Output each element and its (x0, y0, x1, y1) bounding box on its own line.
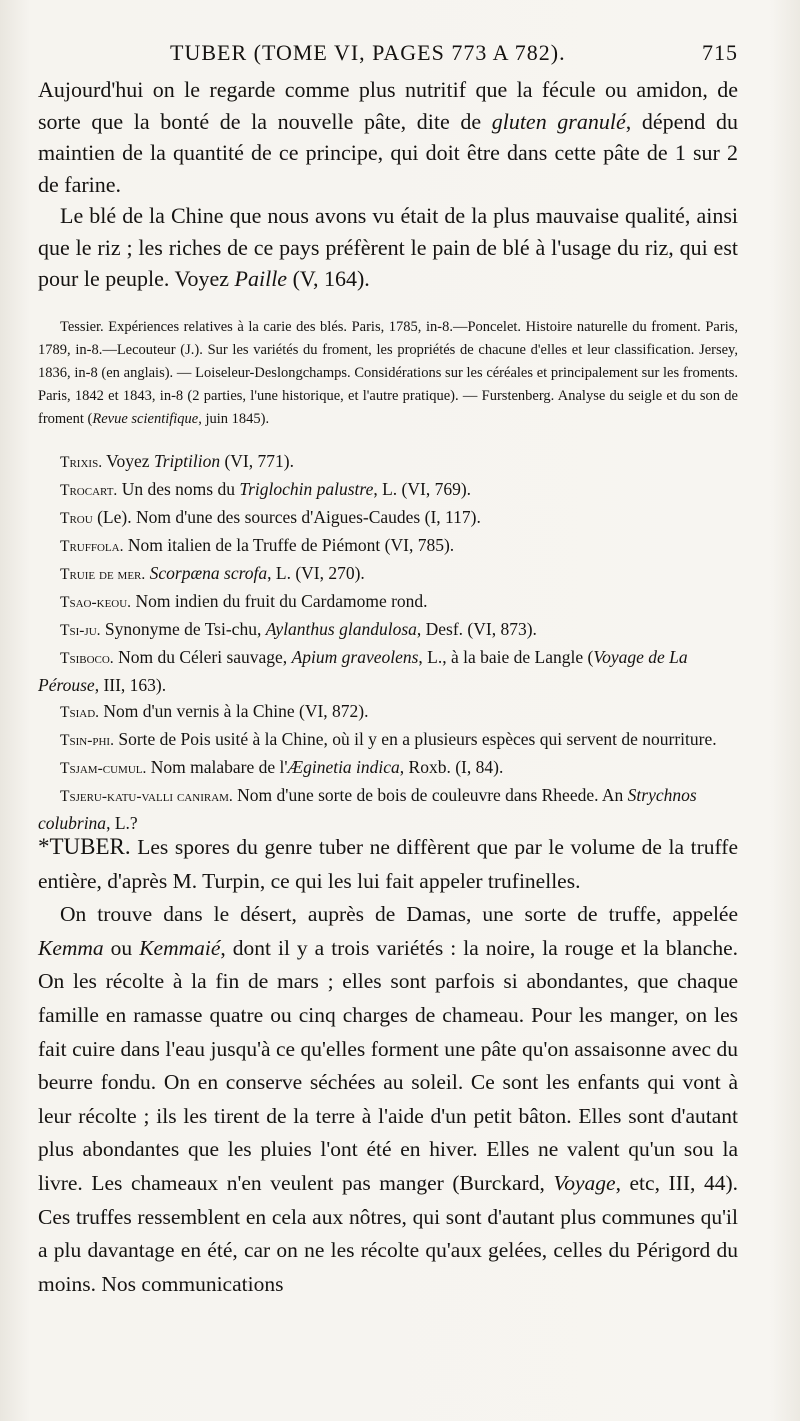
text-run: Le blé de la Chine que nous avons vu était de la plus mauvaise qualité, ainsi que le riz ; les riches de ce pays préfèrent le pain de blé à l'usage du riz, qui est pour le peuple. Voyez (38, 203, 738, 291)
entry-head: Tsjeru-katu-valli caniram. (60, 788, 233, 805)
entry-tsiad (60, 698, 738, 726)
text-run: Tessier. Expériences relatives à la carie des blés. Paris, 1785, in-8.—Poncelet. Histoire naturelle du froment. Paris, 1789, in-8.—Lecouteur (J.). Sur les variétés du froment, les propriétés de chacune d'elles et leur classification. Jersey, 1836, in-8 (en anglais). — Loiseleur-Deslongchamps. Considérations sur les céréales et principalement sur les froments. Paris, 1842 et 1843, in-8 (2 parties, l'une historique, et l'autre pratique). — Furstenberg. Analyse du seigle et du son de froment ( (38, 319, 738, 427)
italic-term: Revue scientifique (92, 411, 199, 427)
entry-head: Tsiad. (60, 704, 100, 721)
text-run: , Desf. (VI, 873). (416, 619, 537, 639)
tuber-article (38, 830, 738, 1301)
text-run: Nom malabare de l' (146, 757, 288, 777)
italic-term: Strychnos colubrina (38, 785, 697, 833)
text-run: , L. (VI, 769). (373, 479, 472, 499)
page-number: 715 (702, 40, 738, 65)
entry-truie-de-mer (60, 560, 738, 588)
text-run: On trouve dans le désert, auprès de Damas, une sorte de truffe, appelée (60, 902, 738, 927)
glossary-entries (38, 448, 738, 836)
text-run: Un des noms du (117, 479, 240, 499)
italic-term: Voyage (553, 1170, 616, 1195)
italic-term: Æginetia indica (287, 757, 400, 777)
text-run: (VI, 771). (220, 451, 294, 471)
italic-term: Kemma (38, 935, 104, 960)
italic-term: Voyage de La Pérouse (38, 647, 688, 695)
entry-trou (60, 504, 738, 532)
text-run: Nom d'une sorte de bois de couleuvre dans Rheede. An (232, 785, 628, 805)
text-run: (Le). Nom d'une des sources d'Aigues-Caudes (I, 117). (92, 507, 481, 527)
text-run: , ce qui les lui fait appeler trufinelles. (259, 868, 581, 893)
text-run: (V, 164). (287, 266, 370, 291)
italic-term: gluten granulé (491, 108, 626, 134)
top-paragraphs (38, 74, 738, 295)
tuber-paragraph-1 (38, 830, 738, 898)
text-run: , dépend du maintien de la quantité de ce principe, qui doit être dans cette pâte de 1 sur 2 de farine. (38, 108, 739, 197)
italic-term: Kemmaié (139, 935, 221, 960)
author-name: M. Turpin (172, 868, 260, 893)
entry-head: Truffola. (60, 538, 124, 555)
text-run: Synonyme de Tsi-chu, (100, 619, 266, 639)
entry-tsjeru-katu-valli (38, 782, 738, 836)
tuber-paragraph-2 (38, 898, 738, 1301)
text-run: ou (103, 935, 140, 960)
entry-trocart (60, 476, 738, 504)
italic-term: Scorpæna scrofa (149, 563, 268, 583)
entry-tsin-phi (38, 726, 738, 754)
paragraph-gluten (38, 74, 738, 200)
text-run: , L. (VI, 270). (267, 563, 365, 583)
text-run: Sorte de Pois usité à la Chine, où il y en a plusieurs espèces qui servent de nourriture. (113, 729, 717, 749)
entry-head: Tsin-phi. (60, 732, 114, 749)
italic-term: Triglochin palustre (239, 479, 374, 499)
text-run: , L., à la baie de Langle ( (418, 647, 594, 667)
running-title: TUBER (TOME VI, PAGES 773 A 782). (170, 40, 566, 65)
entry-tsi-ju (60, 616, 738, 644)
text-run: Nom du Céleri sauvage, (113, 647, 292, 667)
text-run: Les spores du genre tuber ne diffèrent que par le volume de la truffe entière, d'après (38, 835, 738, 893)
entry-tsiboco (38, 644, 738, 698)
text-run: Nom indien du fruit du Cardamome rond. (131, 591, 428, 611)
text-run: , III, 163). (94, 675, 167, 695)
italic-term: Aylanthus glandulosa (265, 619, 417, 639)
entry-truffola (60, 532, 738, 560)
text-run: Nom d'un vernis à la Chine (VI, 872). (99, 701, 369, 721)
text-run: , etc, III, 44). Ces truffes ressemblent en cela aux nôtres, qui sont d'autant plus communes qu'il a plu davantage en été, car on ne les récolte qu'aux gelées, celles du Périgord du moins. Nos communications (38, 1170, 738, 1296)
entry-head: Tsao-keou. (60, 594, 132, 611)
text-run: , dont il y a trois variétés : la noire, la rouge et la blanche. On les récolte à la fin de mars ; elles sont parfois si abondantes, que chaque famille en ramasse quatre ou cinq charges de chameau. Pour les manger, on les fait cuire dans l'eau jusqu'à ce qu'elles forment une pâte qu'on assaisonne avec du beurre fondu. On en conserve séchées au soleil. Ce sont les enfants qui vont à leur récolte ; ils les tirent de la terre à l'aide d'un petit bâton. Elles sont d'autant plus abondantes que les pluies l'ont été en hiver. Elles ne valent qu'un sou la livre. Les chameaux n'en veulent pas manger (Burckard, (38, 935, 739, 1195)
text-run: Nom italien de la Truffe de Piémont (VI, 785). (123, 535, 455, 555)
text-run: Aujourd'hui on le regarde comme plus nutritif que la fécule ou amidon, de sorte que la bonté de la nouvelle pâte, dite de (38, 77, 738, 134)
entry-trixis (60, 448, 738, 476)
paragraph-ble-chine (38, 200, 738, 295)
text-run: Voyez (102, 451, 154, 471)
text-run: , juin 1845). (198, 411, 270, 427)
entry-head: Tsiboco. (60, 650, 114, 667)
text-run: , L.? (106, 813, 138, 833)
entry-head: Trixis. (60, 454, 103, 471)
bibliography-paragraph (38, 316, 738, 431)
italic-term: Paille (234, 266, 288, 291)
entry-tsao-keou (60, 588, 738, 616)
article-heading: *TUBER. (38, 834, 131, 859)
text-run: , Roxb. (I, 84). (399, 757, 504, 777)
italic-term: Triptilion (153, 451, 221, 471)
entry-head: Trou (60, 510, 93, 527)
entry-head: Tsi-ju. (60, 622, 101, 639)
entry-head: Truie de mer. (60, 566, 146, 583)
entry-head: Tsjam-cumul. (60, 760, 147, 777)
italic-term: Apium graveolens (291, 647, 419, 667)
entry-tsjam-cumul (60, 754, 738, 782)
page-header (170, 40, 738, 70)
entry-head: Trocart. (60, 482, 118, 499)
bibliography (38, 316, 738, 431)
